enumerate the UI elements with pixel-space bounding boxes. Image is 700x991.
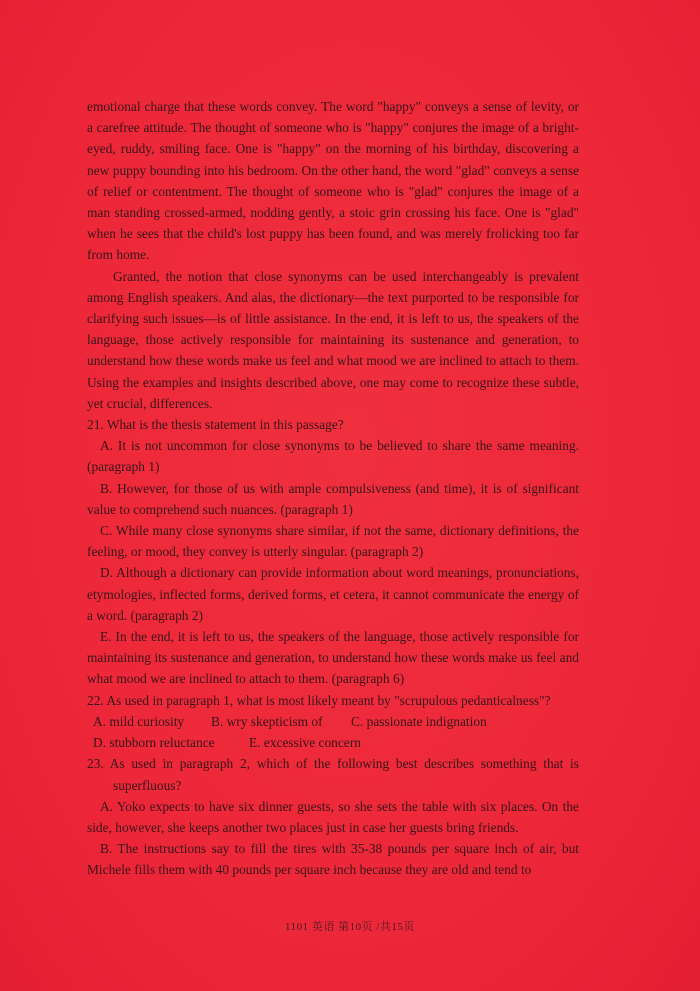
q22-option-e: E. excessive concern [249, 735, 361, 751]
passage-paragraph-1: emotional charge that these words convey. The word "happy" conveys a sense of levity, or a carefree attitude. The thought of someone who is "happy" conjures the image of a bright-eyed, ruddy, smiling face. One is "happy" on the morning of his birthday, discovering a new puppy bounding into his bedroom. On the other hand, the word "glad" conveys a sense of relief or contentment. The thought of someone who is "glad" conjures the image of a man standing crossed-armed, nodding gently, a stoic grin crossing his face. One is "glad" when he sees that the child's lost puppy has been found, and was merely frolicking too far from home. [87, 99, 579, 263]
q21-option-d: D. Although a dictionary can provide information about word meanings, pronunciations, etymologies, inflected forms, derived forms, et cetera, it cannot communicate the energy of a word. (paragraph 2) [87, 565, 579, 623]
passage-paragraph-2: Granted, the notion that close synonyms can be used interchangeably is prevalent among English speakers. And alas, the dictionary—the text purported to be responsible for clarifying such issues—is of little assistance. In the end, it is left to us, the speakers of the language, those actively responsible for maintaining its sustenance and generation, to understand how these words make us feel and what mood we are inclined to attach to them. Using the examples and insights described above, one may come to recognize these subtle, yet crucial, differences. [87, 268, 579, 411]
question-21: 21. What is the thesis statement in this passage? [87, 417, 344, 433]
page-content [87, 96, 579, 881]
q21-option-a: A. It is not uncommon for close synonyms to be believed to share the same meaning. (paragraph 1) [87, 438, 579, 475]
q21-option-c: C. While many close synonyms share similar, if not the same, dictionary definitions, the feeling, or mood, they convey is utterly singular. (paragraph 2) [87, 523, 579, 560]
q22-option-c: C. passionate indignation [351, 713, 487, 729]
question-22: 22. As used in paragraph 1, what is most likely meant by "scrupulous pedanticalness"? [87, 692, 551, 708]
page-footer: 1101 英语 第10页 /共15页 [285, 921, 415, 933]
q21-option-e: E. In the end, it is left to us, the speakers of the language, those actively responsible for maintaining its sustenance and generation, to understand how these words make us feel and what mood we are inclined to attach to them. (paragraph 6) [87, 629, 579, 687]
q22-option-a: A. mild curiosity [93, 713, 185, 729]
q21-option-b: B. However, for those of us with ample compulsiveness (and time), it is of significant value to comprehend such nuances. (paragraph 1) [87, 480, 579, 517]
q22-option-b: B. wry skepticism of [211, 713, 323, 729]
q23-option-a: A. Yoko expects to have six dinner guests, so she sets the table with six places. On the side, however, she keeps another two places just in case her guests bring friends. [87, 798, 579, 835]
q22-options-row-2 [87, 732, 579, 753]
q22-options-row-1 [87, 711, 579, 732]
q23-option-b: B. The instructions say to fill the tires with 35-38 pounds per square inch of air, but Michele fills them with 40 pounds per square inch because they are old and tend to [87, 841, 579, 878]
q22-option-d: D. stubborn reluctance [93, 735, 215, 751]
question-23: 23. As used in paragraph 2, which of the following best describes something that is superfluous? [87, 756, 579, 793]
